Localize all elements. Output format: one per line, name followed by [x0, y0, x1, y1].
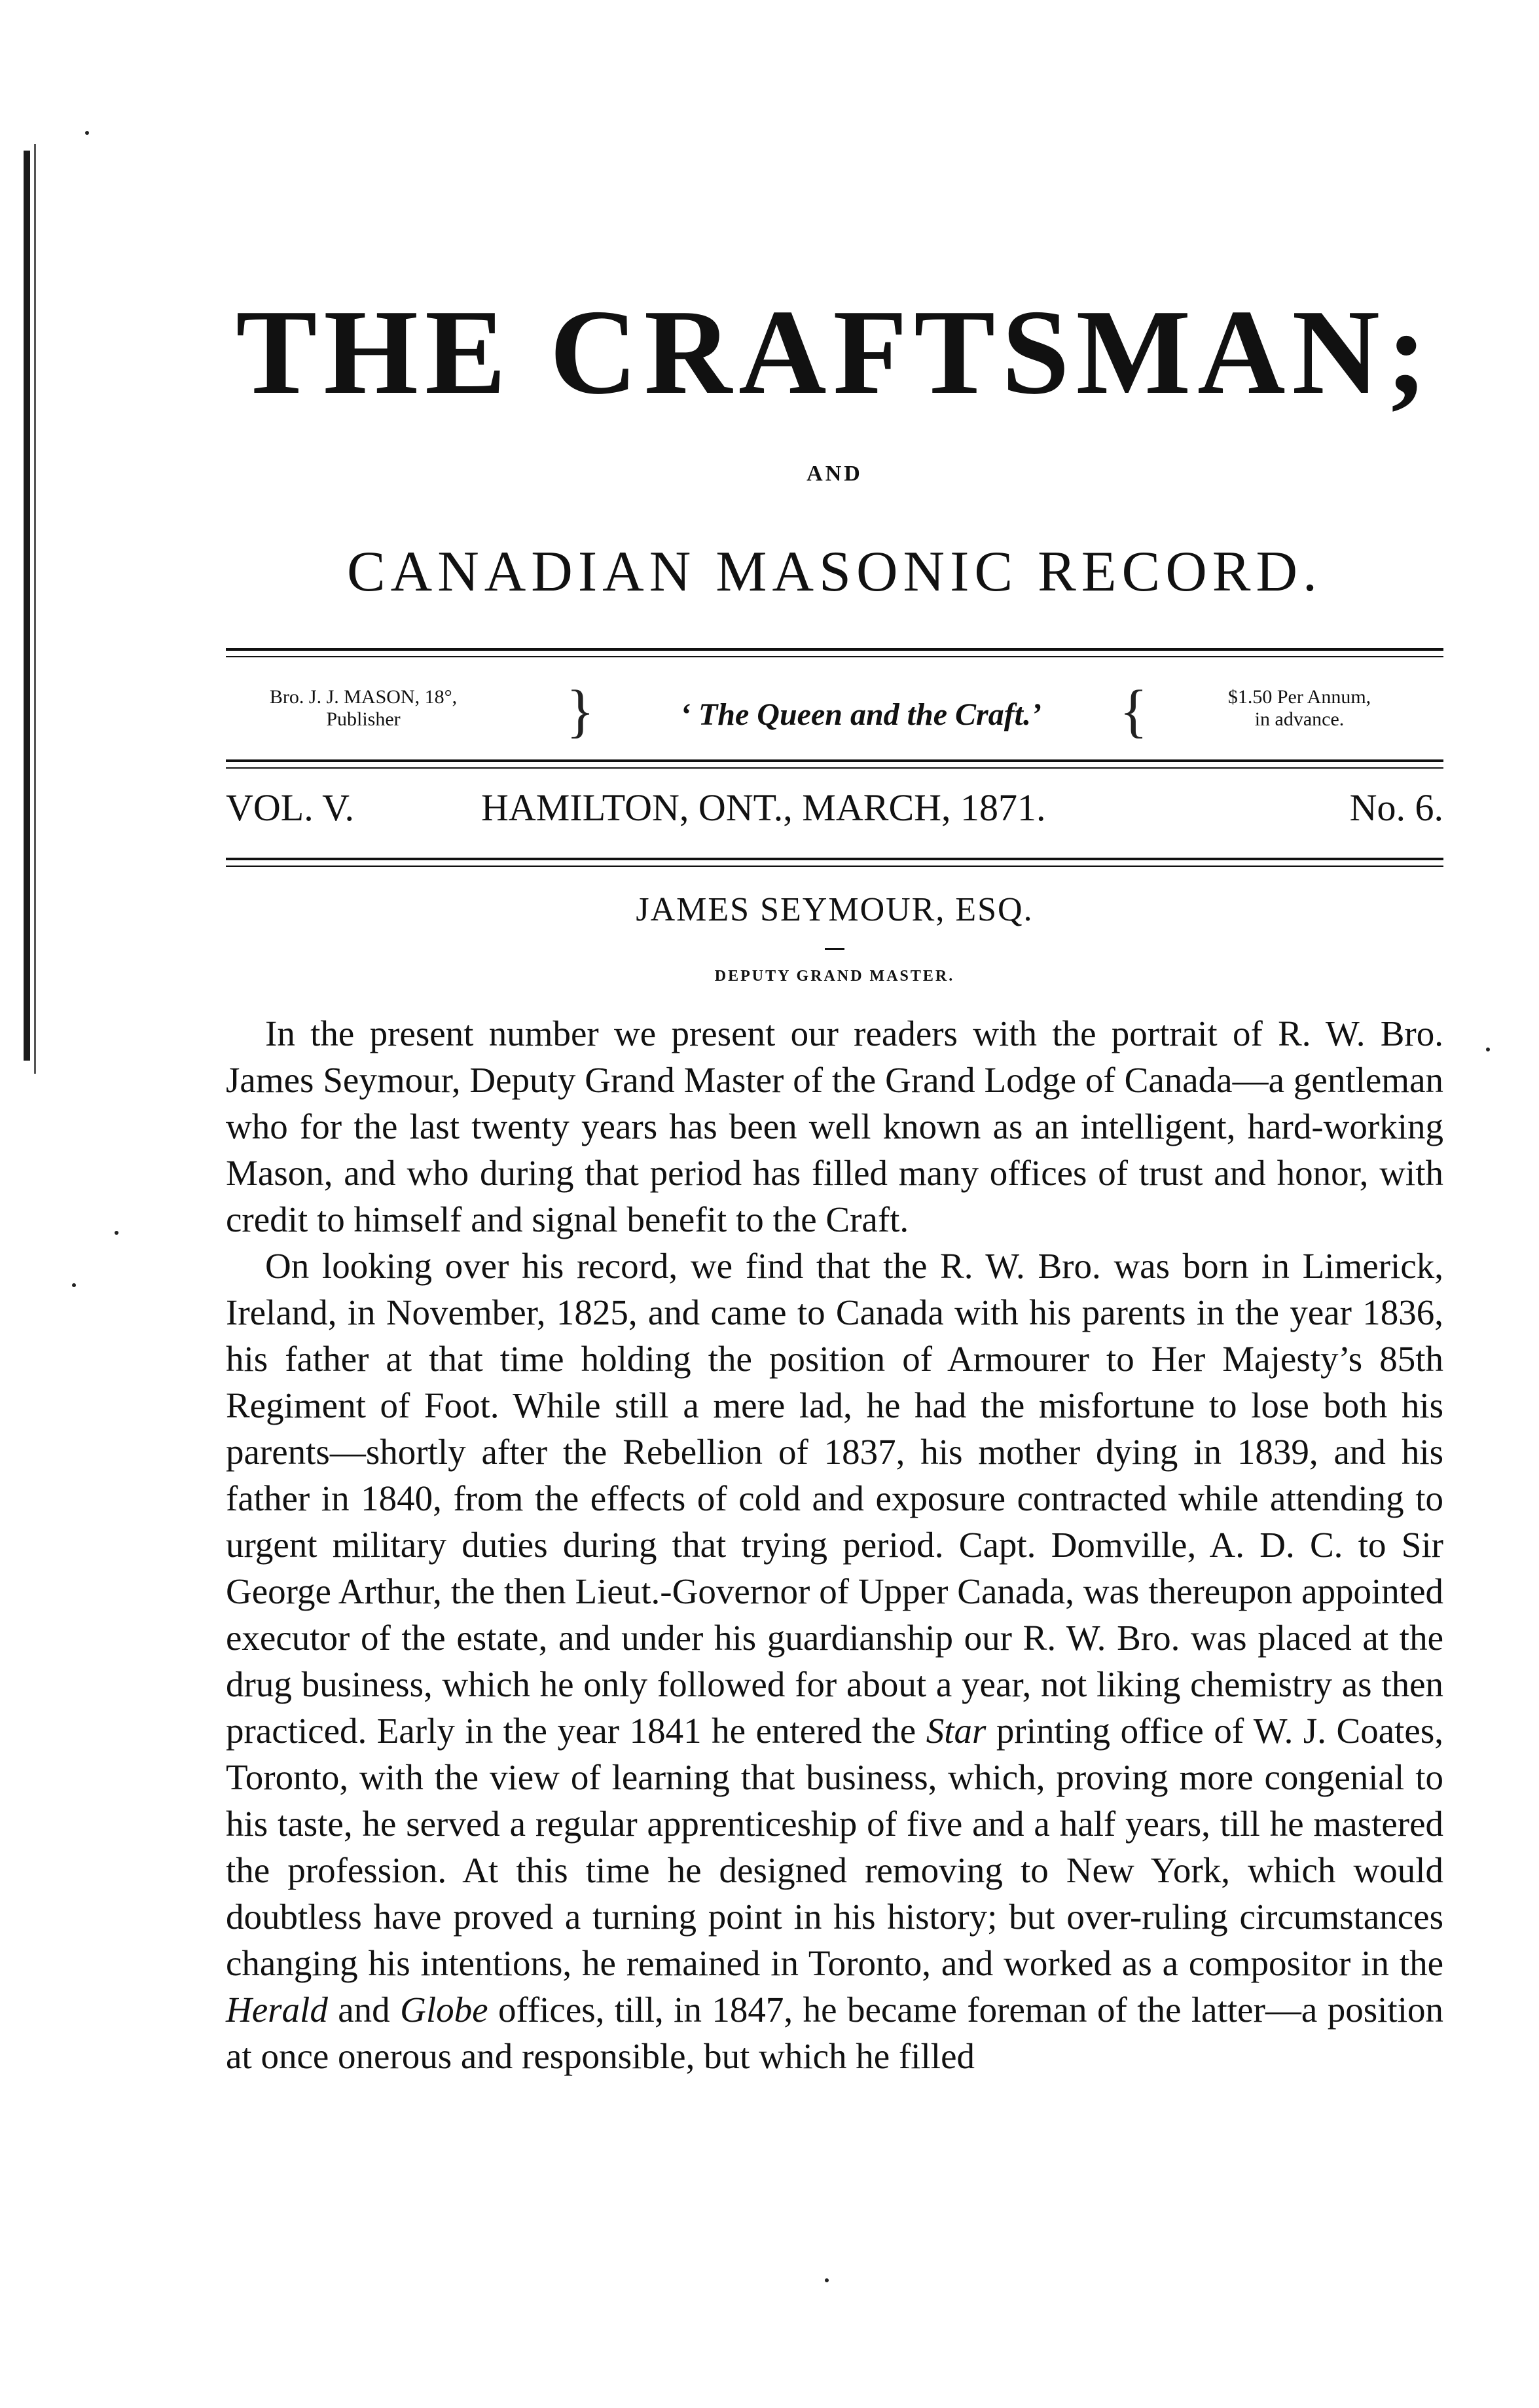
issue-number: No. 6. [1349, 786, 1443, 829]
print-speck [825, 2278, 829, 2282]
publisher-info-row [226, 681, 1443, 753]
paragraph-2-text: printing office of W. J. Coates, Toronto, with the view of learning that business, which, proving more congenial to his taste, he served a regular apprenticeship of five and a half years, till he mastered the profession. At this time he designed removing to New York, which would doubtless have proved a turning point in his history; but over-ruling circumstances changing his intentions, he remained in Toronto, and worked as a compositor in the [226, 1711, 1443, 1983]
issue-rule-top [226, 759, 1443, 769]
star-newspaper-name: Star [926, 1711, 987, 1751]
issue-place-date: HAMILTON, ONT., MARCH, 1871. [481, 786, 1046, 829]
publisher-block [245, 686, 481, 731]
masthead-rule-top [226, 648, 1443, 657]
motto: ‘ The Queen and the Craft.’ [680, 697, 1041, 732]
herald-newspaper-name: Herald [226, 1990, 328, 2030]
print-speck [115, 1231, 118, 1235]
page-binding-edge [24, 151, 30, 1061]
price-block [1168, 686, 1430, 731]
print-speck [1486, 1048, 1490, 1051]
price-terms: in advance. [1254, 708, 1345, 730]
publisher-name: Bro. J. J. MASON, 18°, [269, 686, 458, 708]
masthead-subtitle: CANADIAN MASONIC RECORD. [346, 540, 1323, 604]
paragraph-2-text: offices, till, in 1847, he became foreman of the latter—a position at once onerous and responsible, but which he filled [226, 1990, 1443, 2076]
issue-volume: VOL. V. [226, 786, 355, 829]
paragraph-2 [226, 1243, 1443, 2079]
price-line: $1.50 Per Annum, [1227, 686, 1371, 708]
publisher-role: Publisher [326, 708, 401, 730]
right-brace: { [1119, 679, 1148, 744]
article-title: JAMES SEYMOUR, ESQ. [636, 891, 1034, 928]
left-brace: } [566, 679, 595, 744]
paragraph-1: In the present number we present our readers with the portrait of R. W. Bro. James Seymour, Deputy Grand Master of the Grand Lodge of Canada—a gentleman who for the last twenty years has been well known as an intelligent, hard-working Mason, and who during that period has filled many offices of trust and honor, with credit to himself and signal benefit to the Craft. [226, 1013, 1443, 1239]
issue-rule-bottom [226, 858, 1443, 867]
paragraph-2-text: On looking over his record, we find that the R. W. Bro. was born in Limerick, Ireland, in November, 1825, and came to Canada with his parents in the year 1836, his father at that time holding the position of Armourer to Her Majesty’s 85th Regiment of Foot. While still a mere lad, he had the misfortune to lose both his parents—shortly after the Rebellion of 1837, his mother dying in 1839, and his father in 1840, from the effects of cold and exposure contracted while attending to urgent military duties during that trying period. Capt. Domville, A. D. C. to Sir George Arthur, the then Lieut.-Governor of Upper Canada, was thereupon appointed executor of the estate, and under his guardianship our R. W. Bro. was placed at the drug business, which he only followed for about a year, not liking chemistry as then practiced. Early in the year 1841 he entered the [226, 1246, 1443, 1751]
print-speck [72, 1283, 76, 1287]
issue-line [226, 786, 1443, 841]
article-body [226, 1010, 1443, 2079]
globe-newspaper-name: Globe [400, 1990, 488, 2030]
paragraph-2-text: and [327, 1990, 401, 2030]
title-dash [825, 948, 844, 950]
masthead-and: AND [806, 462, 863, 486]
print-speck [85, 131, 89, 135]
masthead-title: THE CRAFTSMAN; [236, 285, 1434, 420]
page-binding-edge-shadow [34, 144, 36, 1074]
article-subtitle: DEPUTY GRAND MASTER. [714, 968, 955, 985]
